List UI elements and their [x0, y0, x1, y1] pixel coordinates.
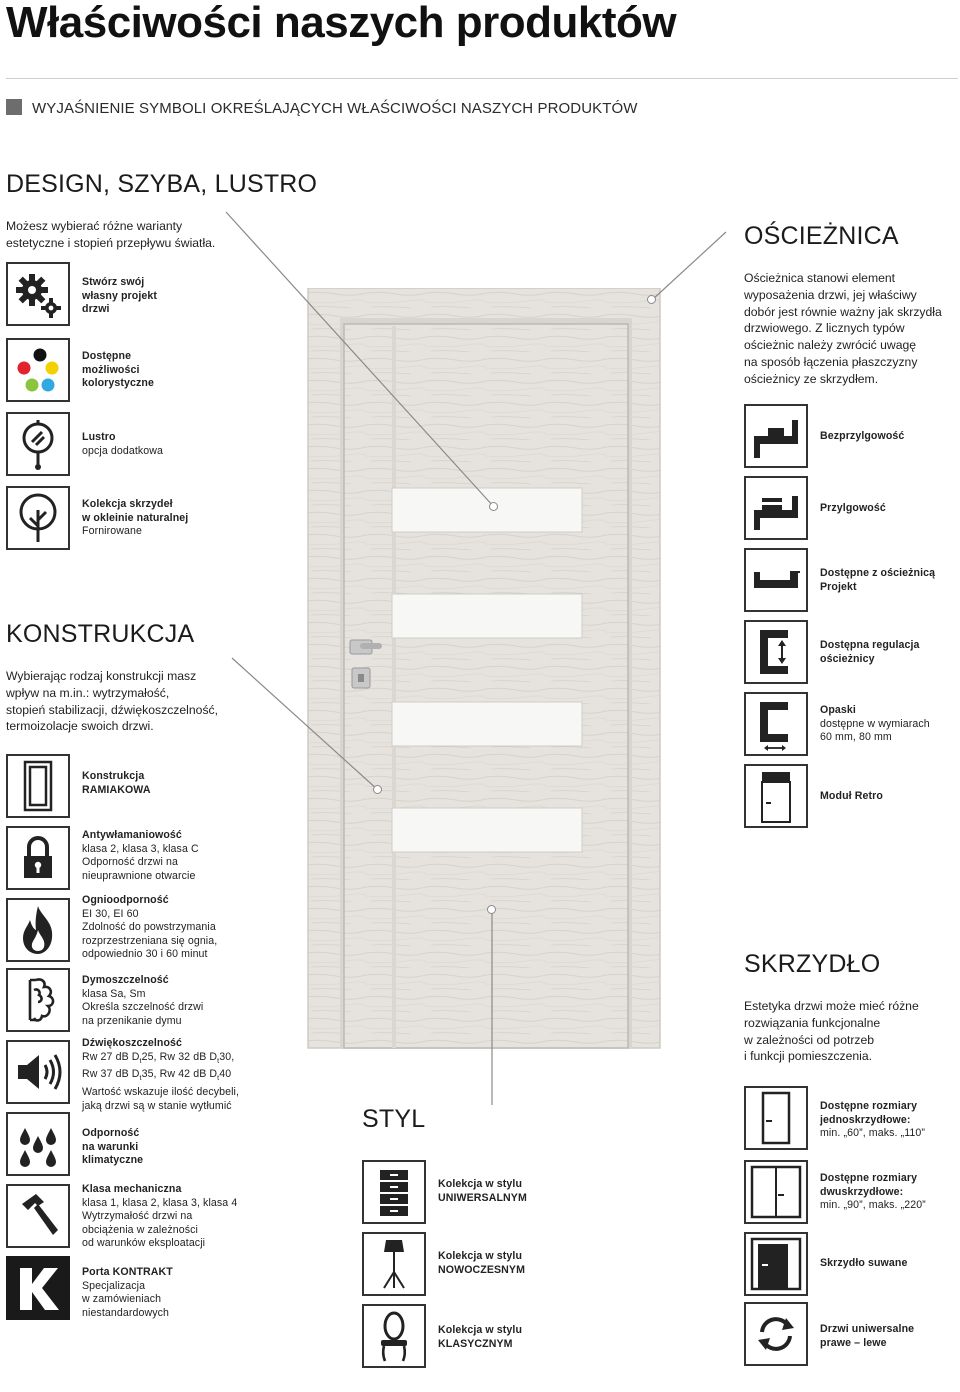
konstrukcja-item-label: Porta KONTRAKT Specjalizacja w zamówieniach niestandardowych: [82, 1266, 173, 1319]
konstrukcja-item-label: Dźwiękoszczelność Rw 27 dB $D_t25$, Rw 32 dB $D_t30$, Rw 37 dB $D_t35$, Rw 42 dB $D_t40$ Wartość wskazuje ilość decybeli, jaką drzwi są w stanie wytłumić: [82, 1037, 240, 1112]
design-item-label: Kolekcja skrzydeł w okleinie naturalnej Fornirowane: [82, 498, 189, 538]
design-item-label: Lustro opcja dodatkowa: [82, 431, 164, 457]
padlock-icon: [6, 826, 70, 890]
konstrukcja-heading: KONSTRUKCJA: [6, 620, 195, 648]
oscieznica-item-label: Bezprzylgowość: [820, 430, 905, 442]
oscieznica-heading: OŚCIEŻNICA: [744, 222, 899, 250]
tree-icon: [6, 486, 70, 550]
retro-module-icon: [744, 764, 808, 828]
konstrukcja-item-label: Ognioodporność EI 30, EI 60 Zdolność do powstrzymania rozprzestrzeniana się ognia, odpowiednio 30 i 60 minut: [82, 894, 218, 961]
konstrukcja-description: Wybierając rodzaj konstrukcji masz wpływ na m.in.: wytrzymałość, stopień stabilizacji, dźwiękoszczelność, termoizolacje swoich drzwi.: [6, 669, 219, 734]
adjustable-frame-icon: [744, 620, 808, 684]
design-description: Możesz wybierać różne warianty estetyczne i stopień przepływu światła.: [6, 219, 216, 250]
reversible-door-icon: [744, 1302, 808, 1366]
skrzydlo-item-label: Skrzydło suwane: [820, 1257, 908, 1269]
color-dots-icon: [6, 338, 70, 402]
double-door-icon: [744, 1160, 808, 1224]
styl-item-label: Kolekcja w stylu NOWOCZESNYM: [438, 1250, 526, 1276]
skrzydlo-item-label: Dostępne rozmiary dwuskrzydłowe: min. „90”, maks. „220”: [820, 1172, 926, 1212]
oscieznica-item-label: Moduł Retro: [820, 790, 883, 802]
skrzydlo-description: Estetyka drzwi może mieć różne rozwiązania funkcjonalne w zależności od potrzeb i funkcji pomieszczenia.: [744, 999, 919, 1064]
oscieznica-item-label: Opaski dostępne w wymiarach 60 mm, 80 mm: [820, 704, 930, 744]
floor-lamp-icon: [362, 1232, 426, 1296]
skrzydlo-item-label: Drzwi uniwersalne prawe – lewe: [820, 1323, 915, 1349]
flush-frame-icon: [744, 404, 808, 468]
page-subtitle: WYJAŚNIENIE SYMBOLI OKREŚLAJĄCYCH WŁAŚCIWOŚCI NASZYCH PRODUKTÓW: [32, 100, 638, 117]
rebated-frame-icon: [744, 476, 808, 540]
konstrukcja-item-label: Dymoszczelność klasa Sa, Sm Określa szczelność drzwi na przenikanie dymu: [82, 974, 204, 1027]
oscieznica-item-label: Przylgowość: [820, 502, 886, 514]
leader-point: [373, 785, 382, 794]
projekt-frame-icon: [744, 548, 808, 612]
leader-point: [489, 502, 498, 511]
styl-item-label: Kolekcja w stylu KLASYCZNYM: [438, 1324, 523, 1350]
skrzydlo-heading: SKRZYDŁO: [744, 950, 881, 978]
leader-point: [647, 295, 656, 304]
frame-construction-icon: [6, 754, 70, 818]
page-title: Właściwości naszych produktów: [6, 0, 677, 47]
styl-heading: STYL: [362, 1105, 426, 1133]
oscieznica-item-label: Dostępna regulacja ościeżnicy: [820, 639, 920, 665]
speaker-icon: [6, 1040, 70, 1104]
gears-icon: [6, 262, 70, 326]
mirror-icon: [6, 412, 70, 476]
kontrakt-k-icon: [6, 1256, 70, 1320]
single-door-icon: [744, 1086, 808, 1150]
leader-point: [487, 905, 496, 914]
hammer-icon: [6, 1184, 70, 1248]
konstrukcja-item-label: Klasa mechaniczna klasa 1, klasa 2, klasa 3, klasa 4 Wytrzymałość drzwi na obciążenia w zależności od warunków eksploatacji: [82, 1183, 238, 1250]
smoke-icon: [6, 968, 70, 1032]
droplets-icon: [6, 1112, 70, 1176]
konstrukcja-item-label: Konstrukcja RAMIAKOWA: [82, 770, 151, 796]
skrzydlo-item-label: Dostępne rozmiary jednoskrzydłowe: min. „60”, maks. „110”: [820, 1100, 926, 1140]
flame-icon: [6, 898, 70, 962]
oscieznica-description: Ościeżnica stanowi element wyposażenia drzwi, jej właściwy dobór jest równie ważny jak skrzydła drzwiowego. Z licznych typów ościeżnic należy zwrócić uwagę na sposób łączenia płaszczyzny ościeżnicy ze skrzydłem.: [744, 271, 942, 386]
styl-item-label: Kolekcja w stylu UNIWERSALNYM: [438, 1178, 527, 1204]
oscieznica-item-label: Dostępne z ościeżnicą Projekt: [820, 567, 936, 593]
design-heading: DESIGN, SZYBA, LUSTRO: [6, 170, 318, 198]
architrave-icon: [744, 692, 808, 756]
classic-chair-icon: [362, 1304, 426, 1368]
konstrukcja-item-label: Odporność na warunki klimatyczne: [82, 1127, 144, 1167]
design-item-label: Dostępne możliwości kolorystyczne: [82, 350, 154, 390]
sliding-door-icon: [744, 1232, 808, 1296]
dresser-icon: [362, 1160, 426, 1224]
konstrukcja-item-label: Antywłamaniowość klasa 2, klasa 3, klasa C Odporność drzwi na nieuprawnione otwarcie: [82, 829, 199, 882]
design-item-label: Stwórz swój własny projekt drzwi: [82, 276, 157, 316]
